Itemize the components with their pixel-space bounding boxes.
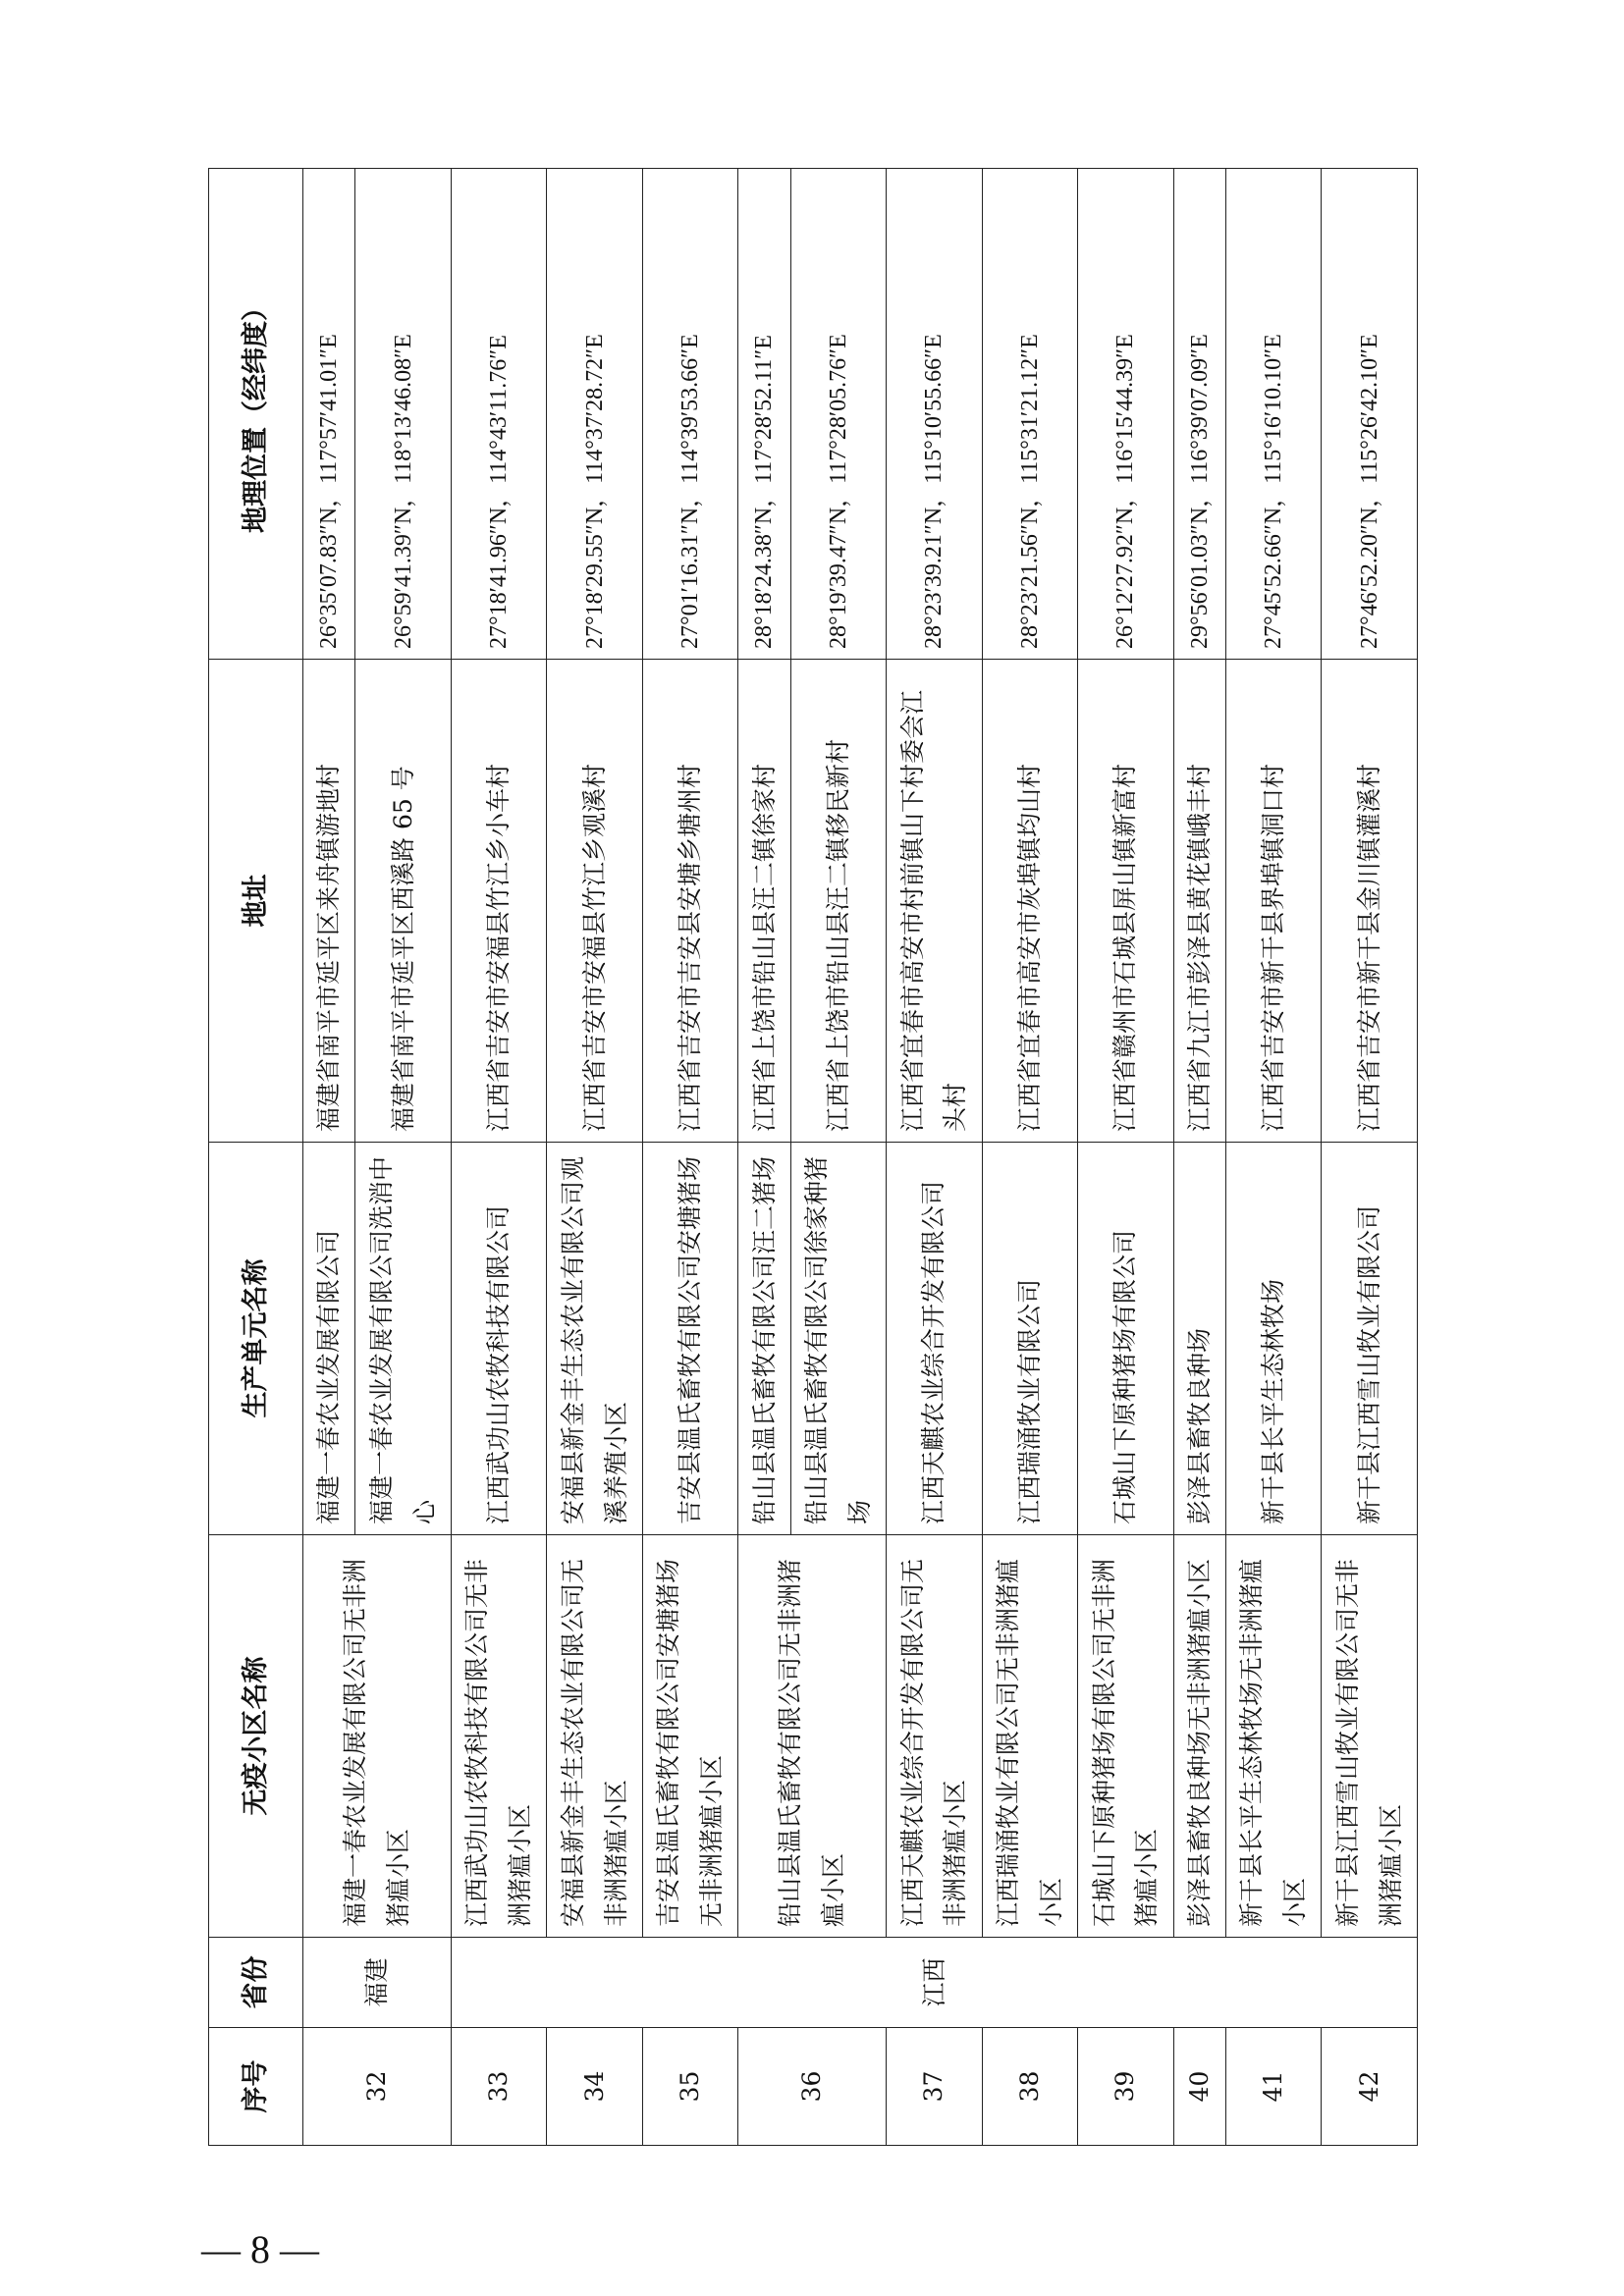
table-row xyxy=(738,169,790,2146)
cell-zone: 吉安县温氏畜牧有限公司安塘猪场无非洲猪瘟小区 xyxy=(642,1535,738,1938)
cell-location: 29°56′01.03″N，116°39′07.09″E xyxy=(1173,169,1225,660)
cell-location: 27°01′16.31″N，114°39′53.66″E xyxy=(642,169,738,660)
cell-zone: 彭泽县畜牧良种场无非洲猪瘟小区 xyxy=(1173,1535,1225,1938)
cell-address: 江西省宜春市高安市灰埠镇均山村 xyxy=(982,660,1078,1143)
cell-unit: 铅山县温氏畜牧有限公司汪二猪场 xyxy=(738,1143,790,1535)
cell-location: 26°35′07.83″N，117°57′41.01″E xyxy=(303,169,355,660)
header-seq: 序号 xyxy=(209,2028,303,2146)
cell-address: 江西省赣州市石城县屏山镇新富村 xyxy=(1078,660,1174,1143)
cell-zone: 江西瑞涌牧业有限公司无非洲猪瘟小区 xyxy=(982,1535,1078,1938)
table-row xyxy=(982,169,1078,2146)
cell-location: 27°18′29.55″N，114°37′28.72″E xyxy=(547,169,643,660)
cell-unit: 安福县新金丰生态农业有限公司观溪养殖小区 xyxy=(547,1143,643,1535)
cell-location: 27°18′41.96″N，114°43′11.76″E xyxy=(451,169,547,660)
cell-address: 福建省南平市延平区西溪路 65 号 xyxy=(355,660,452,1143)
cell-seq: 33 xyxy=(451,2028,547,2146)
table-row xyxy=(642,169,738,2146)
cell-zone: 石城山下原种猪场有限公司无非洲猪瘟小区 xyxy=(1078,1535,1174,1938)
cell-address: 江西省九江市彭泽县黄花镇峨丰村 xyxy=(1173,660,1225,1143)
cell-unit: 铅山县温氏畜牧有限公司徐家种猪场 xyxy=(790,1143,887,1535)
header-province: 省份 xyxy=(209,1938,303,2028)
cell-location: 28°18′24.38″N，117°28′52.11″E xyxy=(738,169,790,660)
header-unit: 生产单元名称 xyxy=(209,1143,303,1535)
cell-address: 江西省吉安市新干县金川镇灌溪村 xyxy=(1322,660,1418,1143)
table-row xyxy=(303,169,355,2146)
cell-location: 28°23′21.56″N，115°31′21.12″E xyxy=(982,169,1078,660)
cell-address: 江西省吉安市安福县竹江乡小车村 xyxy=(451,660,547,1143)
table-row xyxy=(1078,169,1174,2146)
cell-seq: 36 xyxy=(738,2028,887,2146)
cell-seq: 32 xyxy=(303,2028,452,2146)
cell-seq: 42 xyxy=(1322,2028,1418,2146)
cell-seq: 35 xyxy=(642,2028,738,2146)
cell-location: 28°19′39.47″N，117°28′05.76″E xyxy=(790,169,887,660)
cell-seq: 41 xyxy=(1225,2028,1322,2146)
table-row xyxy=(1173,169,1225,2146)
disease-free-zone-table xyxy=(208,168,1418,2146)
cell-unit: 新干县长平生态林牧场 xyxy=(1225,1143,1322,1535)
cell-unit: 新干县江西雪山牧业有限公司 xyxy=(1322,1143,1418,1535)
header-location: 地理位置（经纬度） xyxy=(209,169,303,660)
cell-zone: 铅山县温氏畜牧有限公司无非洲猪瘟小区 xyxy=(738,1535,887,1938)
cell-unit: 石城山下原种猪场有限公司 xyxy=(1078,1143,1174,1535)
cell-address: 江西省宜春市高安市村前镇山下村委会江头村 xyxy=(887,660,983,1143)
cell-unit: 福建一春农业发展有限公司洗消中心 xyxy=(355,1143,452,1535)
cell-zone: 新干县长平生态林牧场无非洲猪瘟小区 xyxy=(1225,1535,1322,1938)
cell-zone: 安福县新金丰生态农业有限公司无非洲猪瘟小区 xyxy=(547,1535,643,1938)
cell-address: 江西省上饶市铅山县汪二镇徐家村 xyxy=(738,660,790,1143)
page-number: — 8 — xyxy=(201,2227,319,2271)
cell-location: 27°46′52.20″N，115°26′42.10″E xyxy=(1322,169,1418,660)
table-row xyxy=(1322,169,1418,2146)
header-zone: 无疫小区名称 xyxy=(209,1535,303,1938)
cell-unit: 江西瑞涌牧业有限公司 xyxy=(982,1143,1078,1535)
header-address: 地址 xyxy=(209,660,303,1143)
cell-zone: 福建一春农业发展有限公司无非洲猪瘟小区 xyxy=(303,1535,452,1938)
cell-unit: 彭泽县畜牧良种场 xyxy=(1173,1143,1225,1535)
cell-zone: 江西天麒农业综合开发有限公司无非洲猪瘟小区 xyxy=(887,1535,983,1938)
cell-seq: 34 xyxy=(547,2028,643,2146)
cell-seq: 38 xyxy=(982,2028,1078,2146)
cell-address: 福建省南平市延平区来舟镇游地村 xyxy=(303,660,355,1143)
cell-unit: 江西天麒农业综合开发有限公司 xyxy=(887,1143,983,1535)
rotated-table-wrapper xyxy=(208,169,1418,2146)
table-row xyxy=(451,169,547,2146)
cell-location: 28°23′39.21″N，115°10′55.66″E xyxy=(887,169,983,660)
cell-address: 江西省上饶市铅山县汪二镇移民新村 xyxy=(790,660,887,1143)
cell-province: 江西 xyxy=(451,1938,1417,2028)
cell-zone: 新干县江西雪山牧业有限公司无非洲猪瘟小区 xyxy=(1322,1535,1418,1938)
cell-province: 福建 xyxy=(303,1938,452,2028)
cell-zone: 江西武功山农牧科技有限公司无非洲猪瘟小区 xyxy=(451,1535,547,1938)
table-header-row xyxy=(209,169,303,2146)
cell-location: 26°59′41.39″N，118°13′46.08″E xyxy=(355,169,452,660)
cell-seq: 40 xyxy=(1173,2028,1225,2146)
cell-address: 江西省吉安市新干县界埠镇洞口村 xyxy=(1225,660,1322,1143)
table-row xyxy=(887,169,983,2146)
cell-seq: 39 xyxy=(1078,2028,1174,2146)
cell-location: 26°12′27.92″N，116°15′44.39″E xyxy=(1078,169,1174,660)
cell-address: 江西省吉安市安福县竹江乡观溪村 xyxy=(547,660,643,1143)
cell-address: 江西省吉安市吉安县安塘乡塘州村 xyxy=(642,660,738,1143)
cell-unit: 福建一春农业发展有限公司 xyxy=(303,1143,355,1535)
cell-seq: 37 xyxy=(887,2028,983,2146)
cell-unit: 江西武功山农牧科技有限公司 xyxy=(451,1143,547,1535)
cell-unit: 吉安县温氏畜牧有限公司安塘猪场 xyxy=(642,1143,738,1535)
table-row xyxy=(1225,169,1322,2146)
cell-location: 27°45′52.66″N，115°16′10.10″E xyxy=(1225,169,1322,660)
table-row xyxy=(547,169,643,2146)
